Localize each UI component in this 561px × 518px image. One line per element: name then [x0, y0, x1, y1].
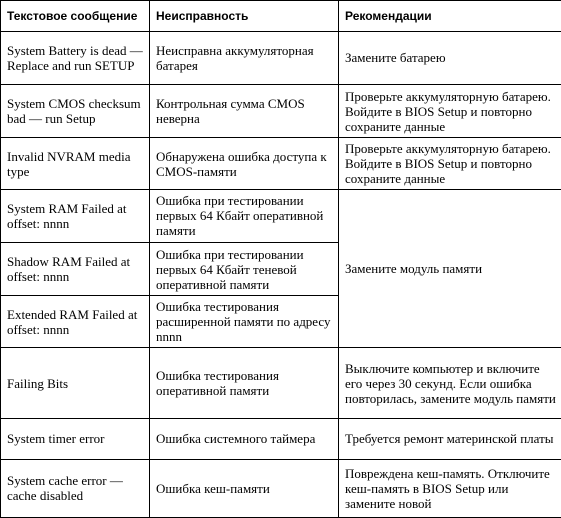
fault-cell: Обнаружена ошибка доступа к CMOS-памяти [150, 138, 339, 190]
message-cell: System timer error [1, 419, 150, 460]
message-cell: Invalid NVRAM media type [1, 138, 150, 190]
fault-cell: Ошибка при тестировании первых 64 Кбайт теневой оперативной памяти [150, 242, 339, 296]
recommendation-cell: Требуется ремонт материнской платы [339, 419, 561, 460]
table-row [1, 84, 561, 138]
table-row [1, 459, 561, 517]
header-message: Текстовое сообщение [1, 1, 150, 32]
table-body [1, 32, 561, 518]
fault-cell: Контрольная сумма CMOS неверна [150, 84, 339, 138]
message-cell: Shadow RAM Failed at offset: nnnn [1, 242, 150, 296]
message-cell: System CMOS checksum bad — run Setup [1, 84, 150, 138]
recommendation-cell: Повреждена кеш-память. Отключите кеш-память в BIOS Setup или замените новой [339, 459, 561, 517]
recommendation-cell-merged: Замените модуль памяти [339, 190, 561, 348]
fault-cell: Ошибка системного таймера [150, 419, 339, 460]
table-row [1, 138, 561, 190]
message-cell: System RAM Failed at offset: nnnn [1, 190, 150, 243]
fault-cell: Неисправна аккумуляторная батарея [150, 32, 339, 85]
recommendation-cell: Проверьте аккумуляторную батарею. Войдите в BIOS Setup и повторно сохраните данные [339, 138, 561, 190]
header-recommendation: Рекомендации [339, 1, 561, 32]
fault-cell: Ошибка тестирования расширенной памяти по адресу nnnn [150, 296, 339, 348]
message-cell: System Battery is dead — Replace and run SETUP [1, 32, 150, 85]
message-cell: System cache error — cache disabled [1, 459, 150, 517]
header-fault: Неисправность [150, 1, 339, 32]
table-row [1, 32, 561, 85]
message-cell: Extended RAM Failed at offset: nnnn [1, 296, 150, 348]
fault-cell: Ошибка при тестировании первых 64 Кбайт оперативной памяти [150, 190, 339, 243]
recommendation-cell: Проверьте аккумуляторную батарею. Войдите в BIOS Setup и повторно сохраните данные [339, 84, 561, 138]
recommendation-cell: Выключите компьютер и включите его через 30 секунд. Если ошибка повторилась, замените модуль памяти [339, 348, 561, 419]
table-header [1, 1, 561, 32]
table-row [1, 190, 561, 243]
message-cell: Failing Bits [1, 348, 150, 419]
recommendation-cell: Замените батарею [339, 32, 561, 85]
table-row [1, 419, 561, 460]
fault-cell: Ошибка тестирования оперативной памяти [150, 348, 339, 419]
header-row [1, 1, 561, 32]
fault-cell: Ошибка кеш-памяти [150, 459, 339, 517]
table-row [1, 348, 561, 419]
